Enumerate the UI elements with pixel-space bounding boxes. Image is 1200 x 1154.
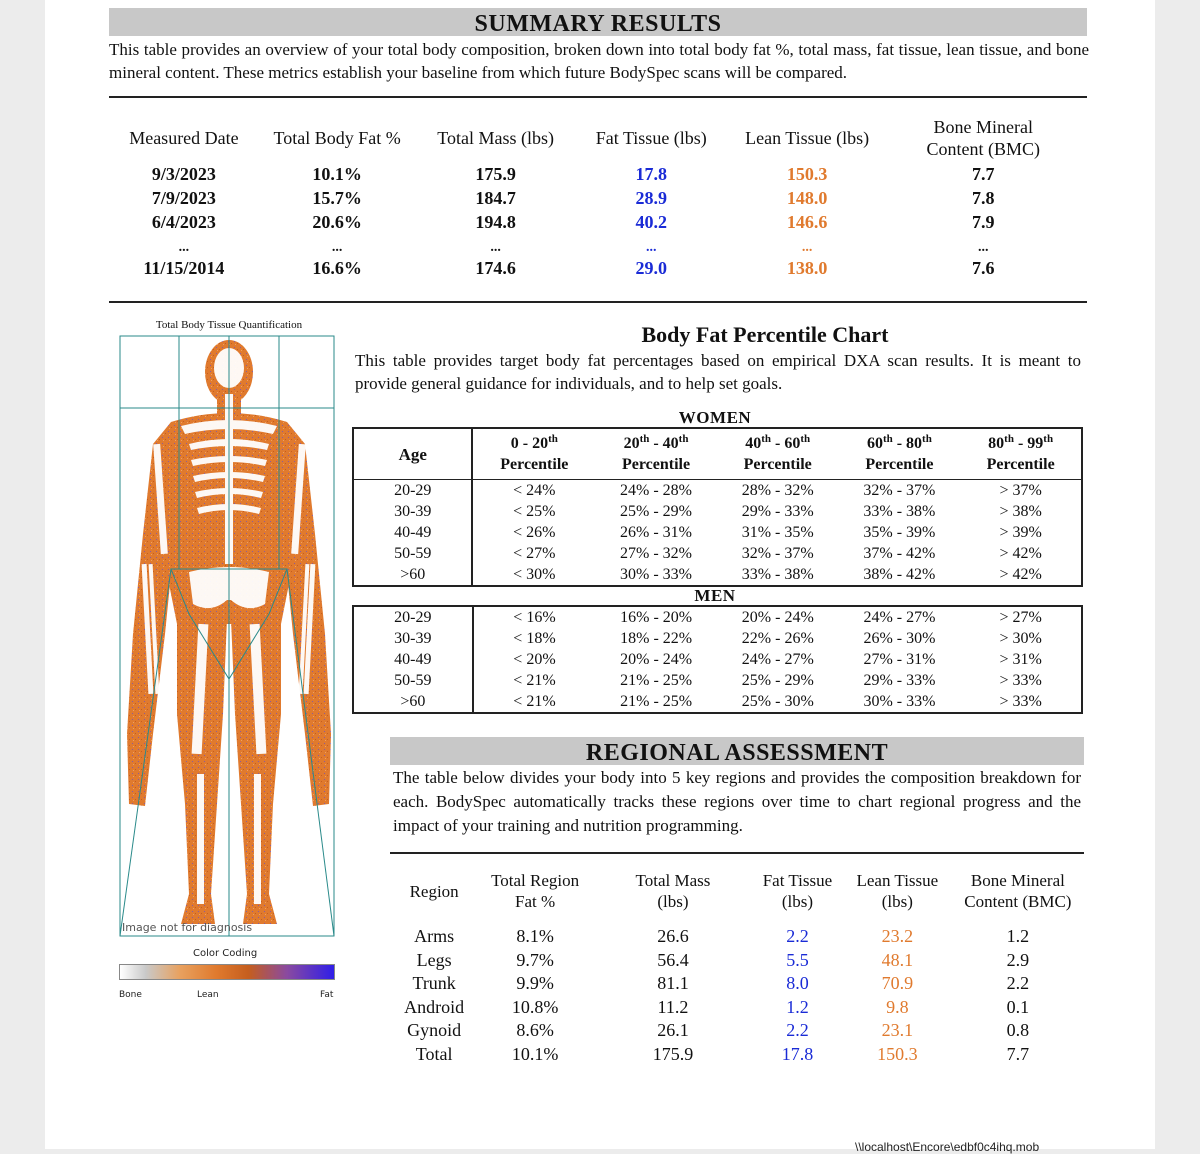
regional-col-header: Lean Tissue (lbs): [856, 871, 939, 911]
region-fat-pct: 9.9%: [516, 973, 554, 994]
men-row: [353, 670, 1082, 691]
pct-cell: < 27%: [513, 545, 556, 562]
age-group: 20-29: [353, 480, 472, 502]
men-row: [353, 649, 1082, 670]
summary-col-header: Total Body Fat %: [273, 128, 401, 148]
region-bmc: 2.9: [1006, 949, 1030, 970]
total-body-fat: 16.6%: [312, 258, 362, 278]
pct-cell: > 33%: [999, 693, 1042, 710]
pct-cell: 37% - 42%: [863, 545, 936, 562]
fat-tissue: 28.9: [635, 188, 668, 208]
percentile-title: Body Fat Percentile Chart: [641, 322, 889, 347]
women-row: [353, 564, 1082, 586]
region-mass: 11.2: [657, 996, 689, 1017]
diagnosis-disclaimer: Image not for diagnosis: [122, 921, 253, 934]
region-bmc: 7.7: [1006, 1043, 1030, 1064]
summary-col-header: Lean Tissue (lbs): [745, 128, 870, 148]
pct-cell: > 39%: [999, 524, 1042, 541]
pct-cell: > 42%: [999, 545, 1042, 562]
region-name: Trunk: [412, 973, 456, 994]
pct-cell: 24% - 28%: [620, 482, 692, 499]
pct-cell: < 25%: [513, 503, 556, 520]
pct-col-header: 40th - 60th Percentile: [717, 428, 839, 480]
ellipsis: ...: [331, 240, 343, 255]
summary-col-header: Total Mass (lbs): [437, 128, 555, 148]
pct-cell: > 37%: [999, 482, 1042, 499]
color-legend-bar: [119, 964, 335, 980]
pct-cell: < 21%: [513, 672, 556, 689]
region-fat-pct: 8.1%: [516, 926, 554, 947]
summary-col-header: Fat Tissue (lbs): [595, 128, 707, 148]
pct-cell: 35% - 39%: [863, 524, 936, 541]
legend-bone-label: Bone: [119, 990, 142, 1000]
region-fat-pct: 8.6%: [516, 1020, 554, 1041]
ellipsis: ...: [178, 240, 190, 255]
pct-col-header: 80th - 99th Percentile: [960, 428, 1082, 480]
total-body-fat: 10.1%: [312, 164, 362, 184]
age-header: Age: [353, 428, 472, 480]
pct-cell: > 42%: [999, 566, 1042, 583]
pct-cell: 20% - 24%: [620, 651, 693, 668]
age-group: 50-59: [353, 543, 472, 564]
pct-cell: 30% - 33%: [620, 566, 692, 583]
pct-cell: 29% - 33%: [863, 672, 936, 689]
pct-col-header: 0 - 20th Percentile: [472, 428, 595, 480]
region-mass: 56.4: [657, 949, 689, 970]
pct-cell: 25% - 30%: [741, 693, 814, 710]
age-group: >60: [353, 564, 472, 586]
region-lean-tissue: 9.8: [886, 996, 909, 1017]
pct-cell: 31% - 35%: [741, 524, 814, 541]
regional-title: REGIONAL ASSESSMENT: [585, 740, 889, 766]
summary-header-row: [112, 114, 1082, 162]
region-fat-tissue: 8.0: [786, 973, 809, 994]
regional-row: [397, 919, 1089, 949]
region-lean-tissue: 150.3: [877, 1043, 918, 1064]
pct-cell: 26% - 31%: [620, 524, 692, 541]
summary-row: [112, 210, 1082, 234]
region-name: Gynoid: [407, 1020, 462, 1041]
men-row: [353, 628, 1082, 649]
ellipsis: ...: [801, 240, 813, 255]
pct-cell: < 26%: [513, 524, 556, 541]
total-mass: 175.9: [475, 164, 516, 184]
total-mass: 194.8: [475, 212, 516, 232]
region-fat-tissue: 5.5: [786, 949, 809, 970]
region-fat-pct: 10.8%: [511, 996, 559, 1017]
region-name: Android: [404, 996, 465, 1017]
regional-row: [397, 949, 1089, 973]
pct-cell: 27% - 32%: [620, 545, 692, 562]
fat-tissue: 29.0: [635, 258, 668, 278]
region-lean-tissue: 23.2: [881, 926, 914, 947]
bmc: 7.9: [972, 212, 995, 232]
ellipsis: ...: [646, 240, 657, 255]
regional-col-header: Total Region Fat %: [491, 871, 580, 911]
region-fat-pct: 10.1%: [511, 1043, 559, 1064]
region-fat-tissue: 1.2: [786, 996, 809, 1017]
region-fat-pct: 9.7%: [516, 949, 554, 970]
region-name: Total: [415, 1043, 453, 1064]
regional-rule: [390, 852, 1084, 854]
age-group: 40-49: [353, 649, 473, 670]
pct-cell: 20% - 24%: [741, 609, 814, 626]
pct-cell: 16% - 20%: [620, 609, 693, 626]
region-bmc: 1.2: [1006, 926, 1030, 947]
regional-col-header: Bone Mineral Content (BMC): [964, 871, 1072, 911]
total-body-fat: 15.7%: [312, 188, 362, 208]
total-body-fat: 20.6%: [312, 212, 362, 232]
age-group: 30-39: [353, 501, 472, 522]
region-bmc: 0.1: [1006, 996, 1030, 1017]
regional-row: [397, 1019, 1089, 1043]
region-mass: 26.6: [657, 926, 689, 947]
summary-banner: [109, 8, 1087, 36]
men-label: MEN: [694, 586, 736, 605]
regional-row: [397, 972, 1089, 996]
pct-cell: 28% - 32%: [741, 482, 814, 499]
summary-table: [112, 114, 1082, 280]
pct-cell: > 30%: [999, 630, 1042, 647]
men-percentile-table: [352, 605, 1083, 714]
region-bmc: 2.2: [1006, 973, 1030, 994]
region-bmc: 0.8: [1006, 1020, 1030, 1041]
pct-cell: 25% - 29%: [741, 672, 814, 689]
women-label: WOMEN: [678, 408, 752, 427]
summary-row: [112, 186, 1082, 210]
measured-date: 11/15/2014: [143, 258, 225, 278]
pct-cell: > 33%: [999, 672, 1042, 689]
pct-cell: 29% - 33%: [741, 503, 814, 520]
region-mass: 26.1: [657, 1020, 689, 1041]
pct-cell: < 16%: [513, 609, 556, 626]
age-group: 40-49: [353, 522, 472, 543]
pct-cell: < 24%: [513, 482, 556, 499]
pct-cell: < 20%: [513, 651, 556, 668]
summary-ellipsis-row: [112, 234, 1082, 256]
pct-col-header: 20th - 40th Percentile: [595, 428, 717, 480]
pct-cell: < 18%: [513, 630, 556, 647]
summary-title: SUMMARY RESULTS: [474, 11, 722, 37]
regional-row: [397, 996, 1089, 1020]
measured-date: 9/3/2023: [151, 164, 216, 184]
summary-row: [112, 256, 1082, 280]
percentile-intro: This table provides target body fat percentages based on empirical DXA scan results. It is meant to provide general guidance for individuals, and to help set goals.: [355, 351, 1081, 393]
women-row: [353, 522, 1082, 543]
legend-lean-label: Lean: [197, 990, 219, 1000]
regional-header-row: [397, 863, 1089, 919]
region-mass: 175.9: [652, 1043, 694, 1064]
age-group: >60: [353, 691, 473, 713]
region-name: Legs: [416, 949, 452, 970]
pct-cell: 33% - 38%: [741, 566, 814, 583]
summary-top-rule: [109, 96, 1087, 98]
region-lean-tissue: 48.1: [881, 949, 914, 970]
summary-bottom-rule: [109, 301, 1087, 303]
regional-col-header: Total Mass (lbs): [635, 871, 711, 911]
summary-row: [112, 162, 1082, 186]
bmc: 7.8: [972, 188, 995, 208]
legend-fat-label: Fat: [320, 990, 334, 1000]
regional-col-header: Region: [409, 881, 459, 901]
region-lean-tissue: 70.9: [881, 973, 914, 994]
pct-cell: 22% - 26%: [741, 630, 814, 647]
total-mass: 174.6: [475, 258, 516, 278]
pct-cell: 32% - 37%: [863, 482, 936, 499]
summary-col-header: Measured Date: [129, 128, 239, 148]
fat-tissue: 17.8: [635, 164, 668, 184]
pct-cell: 24% - 27%: [863, 609, 936, 626]
scan-label: Total Body Tissue Quantification: [155, 319, 303, 331]
lean-tissue: 148.0: [786, 188, 828, 208]
age-group: 20-29: [353, 606, 473, 628]
regional-table: [397, 863, 1089, 1066]
age-group: 30-39: [353, 628, 473, 649]
pct-cell: 21% - 25%: [620, 672, 693, 689]
measured-date: 7/9/2023: [151, 188, 216, 208]
region-fat-tissue: 17.8: [781, 1043, 814, 1064]
region-name: Arms: [414, 926, 455, 947]
pct-cell: 30% - 33%: [863, 693, 936, 710]
region-fat-tissue: 2.2: [786, 1020, 809, 1041]
pct-cell: 38% - 42%: [863, 566, 936, 583]
region-lean-tissue: 23.1: [881, 1020, 914, 1041]
summary-col-header: Bone Mineral Content (BMC): [926, 117, 1041, 159]
bmc: 7.7: [972, 164, 995, 184]
region-mass: 81.1: [657, 973, 689, 994]
pct-cell: 18% - 22%: [620, 630, 693, 647]
report-page: [45, 0, 1155, 1154]
footer-file-path: \\localhost\Encore\edbf0c4ihq.mob: [855, 1140, 1040, 1154]
women-row: [353, 543, 1082, 564]
summary-intro: This table provides an overview of your total body composition, broken down into total body fat %, total mass, fat tissue, lean tissue, and bone mineral content. These metrics establish your baseline from which future BodySpec scans will be compared.: [109, 40, 1089, 82]
pct-cell: > 27%: [999, 609, 1042, 626]
measured-date: 6/4/2023: [151, 212, 216, 232]
pct-header-row: [353, 428, 1082, 480]
body-scan-image: [119, 334, 339, 940]
women-percentile-table: [352, 427, 1083, 587]
bmc: 7.6: [972, 258, 995, 278]
lean-tissue: 150.3: [786, 164, 828, 184]
pct-cell: 27% - 31%: [863, 651, 936, 668]
pct-cell: < 30%: [513, 566, 556, 583]
age-group: 50-59: [353, 670, 473, 691]
pct-cell: 26% - 30%: [863, 630, 936, 647]
fat-tissue: 40.2: [635, 212, 668, 232]
legend-title: Color Coding: [193, 948, 258, 959]
pct-cell: 25% - 29%: [620, 503, 692, 520]
men-row: [353, 691, 1082, 713]
pct-cell: < 21%: [513, 693, 556, 710]
regional-intro: The table below divides your body into 5 key regions and provides the composition breakdown for each. BodySpec automatically tracks these regions over time to chart regional progress and the impact of your training and nutrition programming.: [393, 768, 1081, 835]
pct-cell: 33% - 38%: [863, 503, 936, 520]
regional-banner: [390, 737, 1084, 765]
pct-col-header: 60th - 80th Percentile: [839, 428, 961, 480]
lean-tissue: 138.0: [786, 258, 828, 278]
region-fat-tissue: 2.2: [786, 926, 809, 947]
men-row: [353, 606, 1082, 628]
ellipsis: ...: [978, 240, 989, 255]
pct-cell: 24% - 27%: [741, 651, 814, 668]
pct-cell: > 38%: [999, 503, 1042, 520]
pct-cell: 32% - 37%: [741, 545, 814, 562]
regional-col-header: Fat Tissue (lbs): [762, 871, 833, 911]
women-row: [353, 480, 1082, 502]
regional-row: [397, 1043, 1089, 1067]
lean-tissue: 146.6: [786, 212, 828, 232]
total-mass: 184.7: [475, 188, 516, 208]
ellipsis: ...: [490, 240, 501, 255]
pct-cell: 21% - 25%: [620, 693, 693, 710]
women-row: [353, 501, 1082, 522]
pct-cell: > 31%: [999, 651, 1042, 668]
